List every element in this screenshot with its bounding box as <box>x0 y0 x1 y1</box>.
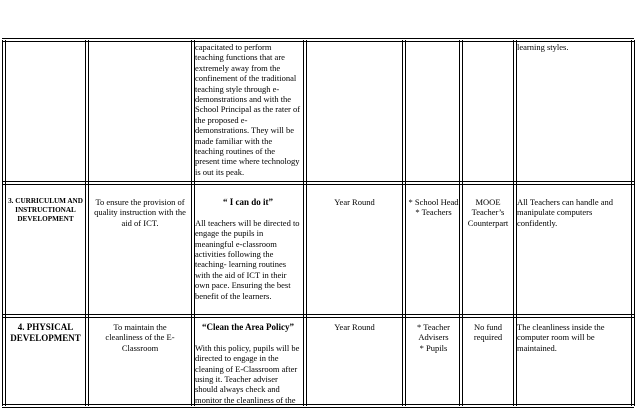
person-item: * Teacher Advisers <box>417 322 450 343</box>
strategy-physical <box>195 322 301 405</box>
time-frame-curriculum: Year Round <box>334 197 375 207</box>
indicator-curriculum: All Teachers can handle and manipulate computers confidently. <box>517 197 614 228</box>
indicator-continuation-text: learning styles. <box>517 42 569 52</box>
row-divider-2 <box>2 314 634 318</box>
person-item: * Pupils <box>419 342 448 353</box>
budget-item: required <box>473 332 503 343</box>
col-border-3 <box>303 40 307 406</box>
row-divider-1 <box>2 181 634 185</box>
col-border-7 <box>631 40 635 406</box>
person-item: * School Head <box>408 197 459 207</box>
indicator-physical: The cleanliness inside the computer room will be maintained. <box>517 322 605 353</box>
table-bottom-border <box>2 404 634 408</box>
area-physical: 4. PHYSICAL DEVELOPMENT <box>10 322 81 343</box>
strategy-title-curriculum: “ I can do it” <box>222 197 273 207</box>
time-frame-physical: Year Round <box>334 322 375 332</box>
strategy-curriculum <box>195 197 301 301</box>
area-curriculum: 3. CURRICULUM AND INSTRUCTIONAL DEVELOPMENT <box>8 197 83 223</box>
persons-curriculum <box>408 197 459 218</box>
col-border-4 <box>402 40 406 406</box>
budget-physical <box>463 322 513 343</box>
strategy-body-physical: With this policy, pupils will be directed to engage in the cleaning of E-Classroom after using it. Teacher adviser should always check and monitor the cleanliness of the <box>195 342 300 405</box>
person-item: * Teachers <box>415 207 452 218</box>
objective-curriculum: To ensure the provision of quality instruction with the aid of ICT. <box>94 197 186 228</box>
strategy-title-physical: “Clean the Area Policy” <box>201 322 295 332</box>
budget-item: MOOE <box>475 197 501 207</box>
budget-item: No fund <box>473 322 503 332</box>
budget-curriculum <box>463 197 513 228</box>
persons-physical <box>408 322 459 353</box>
objective-physical: To maintain the cleanliness of the E-Classroom <box>105 322 175 353</box>
budget-item: Teacher’s Counterpart <box>467 207 509 228</box>
strategy-continuation-text: capacitated to perform teaching functions that are extremely away from the confinement of the traditional teaching style through e-demonstrations and with the School Principal as the rater of the proposed e-demonstrations. They will be made familiar with the teaching routines of the present time where technology is out its peak. <box>195 42 301 177</box>
strategy-body-curriculum: All teachers will be directed to engage the pupils in meaningful e-classroom activities following the teaching- learning routines with the aid of ICT in their own pace. Ensuring the best benefit of the learners. <box>195 217 300 301</box>
